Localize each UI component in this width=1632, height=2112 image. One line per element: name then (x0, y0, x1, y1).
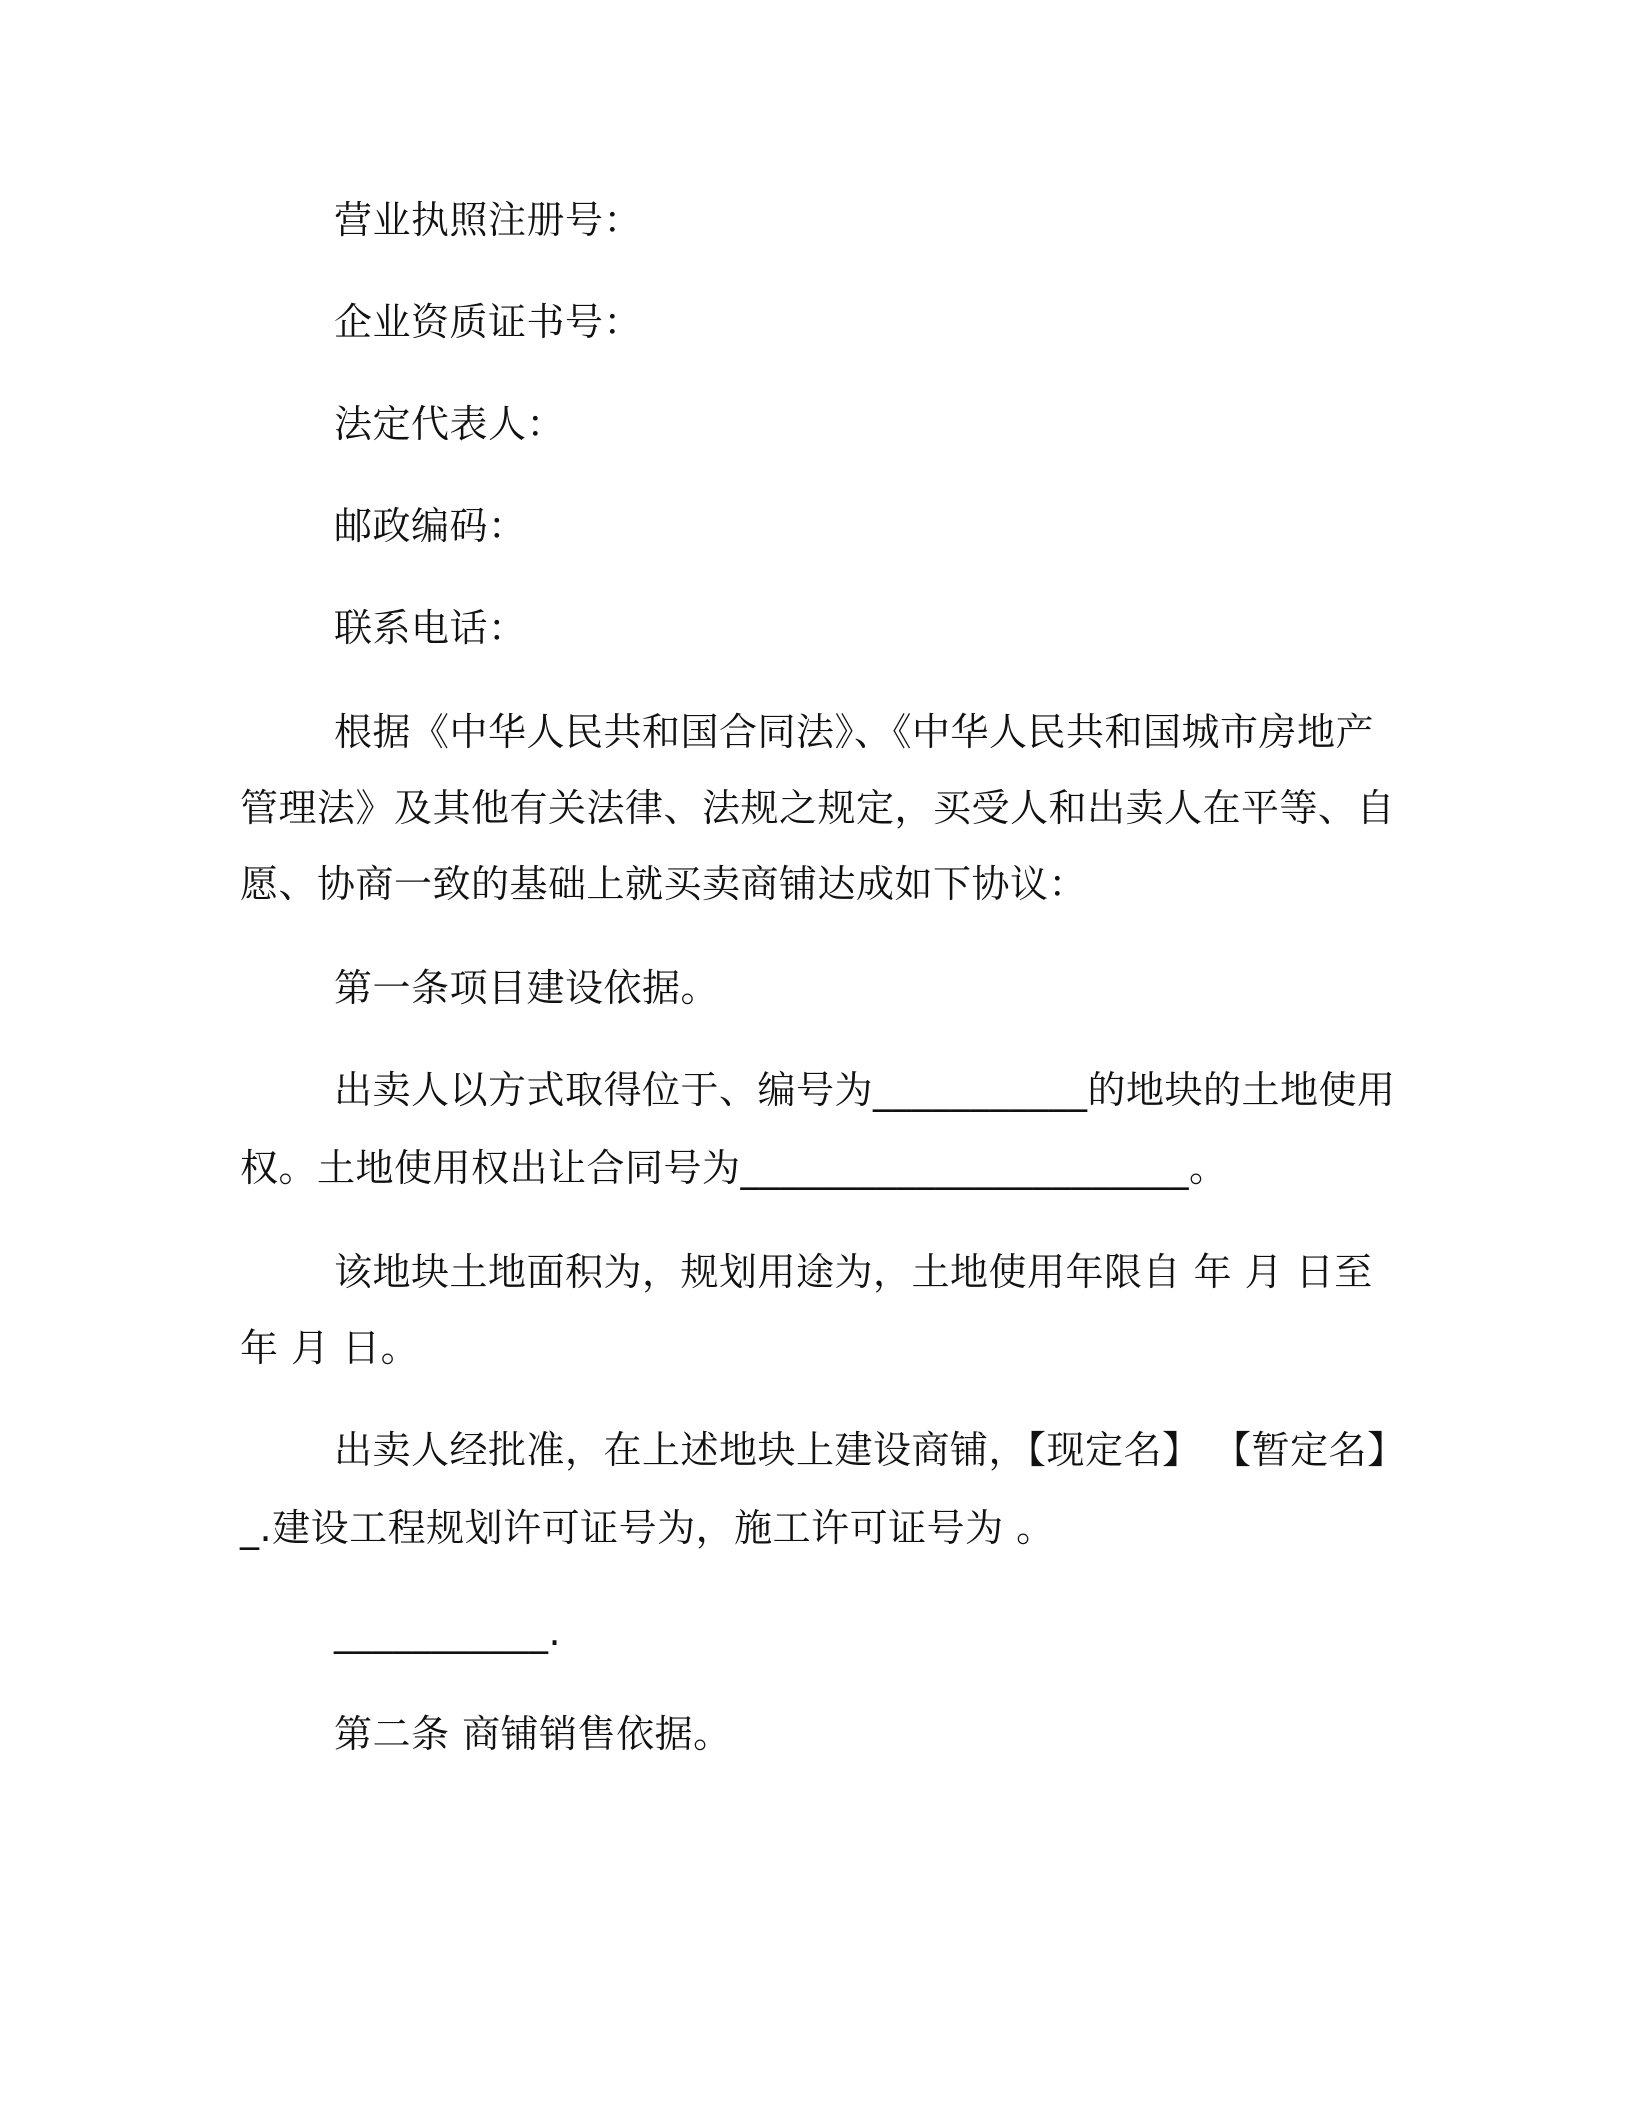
preamble-line-2: 管理法》及其他有关法律、法规之规定，买受人和出卖人在平等、自 (240, 786, 1396, 830)
land-area-line-2: 年 月 日。 (240, 1326, 420, 1370)
article-1-title: 第一条项目建设依据。 (334, 966, 720, 1010)
business-license-label: 营业执照注册号： (334, 198, 643, 242)
phone-label: 联系电话： (334, 606, 527, 650)
construction-approval-line-1: 出卖人经批准，在上述地块上建设商铺，【现定名】 【暂定名】 (334, 1428, 1406, 1472)
postal-code-label: 邮政编码： (334, 504, 527, 548)
preamble-line-1: 根据《中华人民共和国合同法》、《中华人民共和国城市房地产 (334, 710, 1375, 754)
construction-approval-line-2: _.建设工程规划许可证号为，施工许可证号为 。 (240, 1506, 1055, 1550)
land-acquisition-line-2: 权。土地使用权出让合同号为_______________________。 (240, 1146, 1228, 1190)
blank-fill-line: ___________. (334, 1610, 562, 1654)
land-area-line-1: 该地块土地面积为，规划用途为，土地使用年限自 年 月 日至 (334, 1250, 1373, 1294)
land-acquisition-line-1: 出卖人以方式取得位于、编号为___________的地块的土地使用 (334, 1068, 1396, 1112)
preamble-line-3: 愿、协商一致的基础上就买卖商铺达成如下协议： (240, 862, 1088, 906)
article-2-title: 第二条 商铺销售依据。 (334, 1712, 732, 1756)
qualification-cert-label: 企业资质证书号： (334, 300, 643, 344)
legal-representative-label: 法定代表人： (334, 402, 566, 446)
